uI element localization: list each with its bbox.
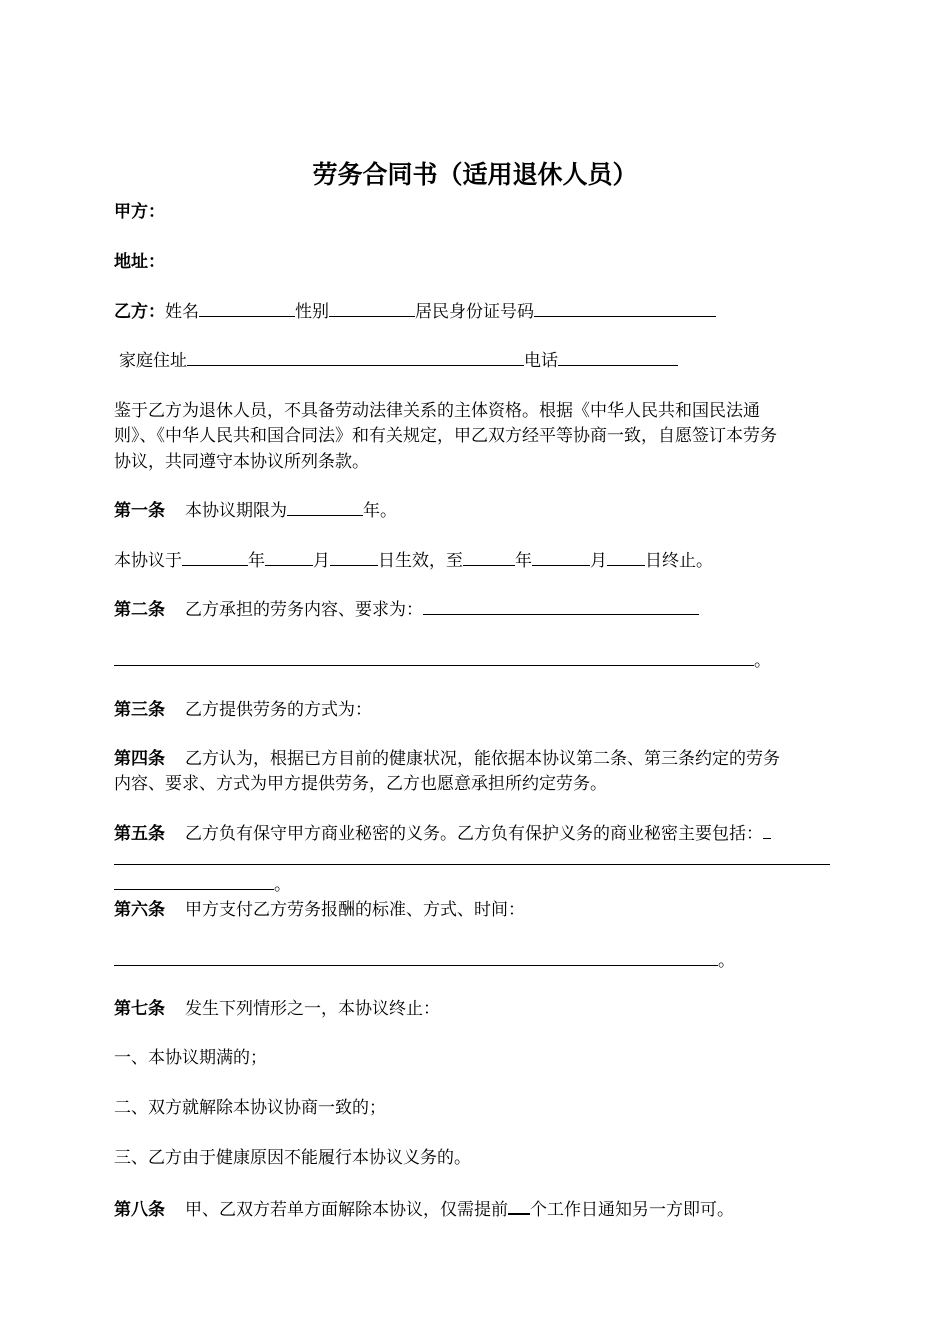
- term-years-field[interactable]: [287, 498, 363, 516]
- party-a-label: 甲方：: [114, 202, 165, 222]
- year-label: 年: [248, 551, 265, 571]
- article-5-number: 第五条: [114, 824, 165, 844]
- article-4-number: 第四条: [114, 749, 165, 769]
- article-7-number: 第七条: [114, 999, 165, 1019]
- address-label: 地址：: [114, 252, 165, 272]
- party-a-line: [114, 200, 165, 224]
- effective-label: 日生效，至: [378, 551, 463, 571]
- preamble-line-2: 则》、《中华人民共和国合同法》和有关规定，甲乙双方经平等协商一致，自愿签订本劳务: [114, 426, 777, 446]
- article-1-text: 本协议期限为: [185, 501, 287, 521]
- name-field[interactable]: [199, 299, 295, 317]
- article-2-end: 。: [754, 651, 771, 671]
- article-5-end: 。: [274, 875, 291, 895]
- article-3-text: 乙方提供劳务的方式为：: [185, 700, 372, 720]
- article-4-line-2: 内容、要求、方式为甲方提供劳务，乙方也愿意承担所约定劳务。: [114, 774, 607, 794]
- article-6-number: 第六条: [114, 900, 165, 920]
- service-content-field-2[interactable]: [114, 648, 754, 666]
- trade-secret-field-2[interactable]: [114, 864, 830, 865]
- article-1-period: [114, 548, 713, 573]
- article-2-text: 乙方承担的劳务内容、要求为：: [185, 600, 423, 620]
- article-8-suffix: 个工作日通知另一方即可。: [530, 1200, 734, 1220]
- gender-label: 性别: [295, 302, 329, 322]
- article-8-text: 甲、乙双方若单方面解除本协议，仅需提前: [185, 1200, 508, 1220]
- id-number-field[interactable]: [534, 299, 716, 317]
- address-line: [114, 250, 165, 274]
- phone-field[interactable]: [558, 348, 678, 366]
- article-4-line-1: [114, 747, 780, 771]
- name-label: 姓名: [165, 302, 199, 322]
- article-6-continuation: [114, 948, 735, 973]
- remuneration-field[interactable]: [114, 948, 718, 966]
- end-day-field[interactable]: [607, 548, 645, 566]
- service-content-field[interactable]: [423, 597, 699, 615]
- article-5: [114, 821, 771, 846]
- home-label: 家庭住址: [119, 351, 187, 371]
- article-5-text: 乙方负有保守甲方商业秘密的义务。乙方负有保护义务的商业秘密主要包括：: [185, 824, 763, 844]
- article-2-number: 第二条: [114, 600, 165, 620]
- article-8-number: 第八条: [114, 1200, 165, 1220]
- end-year-field[interactable]: [463, 548, 515, 566]
- trade-secret-field-3[interactable]: [114, 872, 274, 890]
- home-address-field[interactable]: [187, 348, 524, 366]
- article-7-item-1: 一、本协议期满的；: [114, 1048, 267, 1068]
- article-7-text: 发生下列情形之一，本协议终止：: [185, 999, 440, 1019]
- article-1-suffix: 年。: [363, 501, 397, 521]
- month-label: 月: [313, 551, 330, 571]
- article-3: [114, 698, 372, 722]
- article-5-continuation: [114, 872, 291, 897]
- period-prefix: 本协议于: [114, 551, 182, 571]
- id-label: 居民身份证号码: [415, 302, 534, 322]
- page-title: 劳务合同书（适用退休人员）: [312, 160, 638, 189]
- article-6-end: 。: [718, 951, 735, 971]
- article-8: [114, 1196, 734, 1222]
- start-year-field[interactable]: [182, 548, 248, 566]
- article-7-item-2: 二、双方就解除本协议协商一致的；: [114, 1098, 386, 1118]
- month-label-2: 月: [590, 551, 607, 571]
- start-day-field[interactable]: [330, 548, 378, 566]
- party-b-label: 乙方：: [114, 302, 165, 322]
- trade-secret-field[interactable]: [763, 821, 771, 839]
- article-2-continuation: [114, 648, 771, 673]
- phone-label: 电话: [524, 351, 558, 371]
- article-4-text-1: 乙方认为，根据已方目前的健康状况，能依据本协议第二条、第三条约定的劳务: [185, 749, 780, 769]
- home-line: [119, 348, 678, 373]
- preamble-line-1: 鉴于乙方为退休人员，不具备劳动法律关系的主体资格。根据《中华人民共和国民法通: [114, 401, 760, 421]
- year-label-2: 年: [515, 551, 532, 571]
- article-7-item-3: 三、乙方由于健康原因不能履行本协议义务的。: [114, 1148, 471, 1168]
- article-3-number: 第三条: [114, 700, 165, 720]
- notice-days-field[interactable]: [508, 1196, 530, 1215]
- end-label: 日终止。: [645, 551, 713, 571]
- article-1-number: 第一条: [114, 501, 165, 521]
- article-2: [114, 597, 699, 622]
- start-month-field[interactable]: [265, 548, 313, 566]
- party-b-line: [114, 299, 716, 324]
- article-1: [114, 498, 397, 523]
- gender-field[interactable]: [329, 299, 415, 317]
- article-6-text: 甲方支付乙方劳务报酬的标准、方式、时间：: [185, 900, 525, 920]
- end-month-field[interactable]: [532, 548, 590, 566]
- article-6: [114, 898, 525, 922]
- preamble-line-3: 协议，共同遵守本协议所列条款。: [114, 452, 369, 472]
- article-7: [114, 997, 440, 1021]
